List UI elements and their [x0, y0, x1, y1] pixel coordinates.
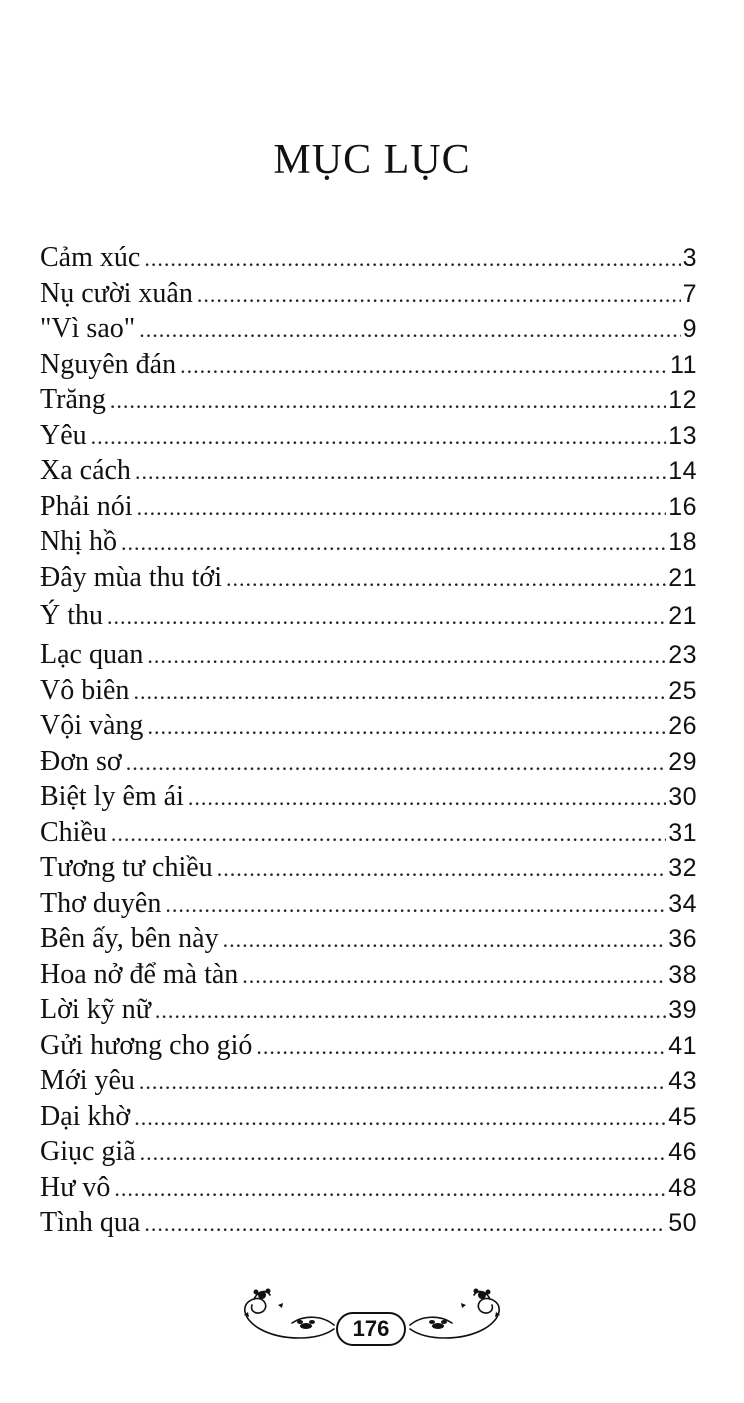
toc-entry[interactable]	[40, 1134, 697, 1170]
toc-entry-page: 38	[668, 960, 697, 989]
toc-entry[interactable]	[40, 886, 697, 922]
toc-entry-page: 23	[668, 641, 697, 669]
dot-leader	[188, 780, 666, 816]
toc-entry[interactable]	[40, 1099, 697, 1135]
toc-entry-page: 21	[668, 602, 697, 630]
toc-entry[interactable]	[40, 524, 697, 560]
toc-entry[interactable]	[40, 240, 697, 276]
dot-leader	[256, 1029, 666, 1065]
toc-entry-title: Xa cách	[40, 455, 131, 486]
dot-leader	[111, 816, 666, 852]
toc-entry[interactable]	[40, 595, 697, 637]
dot-leader	[126, 745, 666, 781]
dot-leader	[223, 922, 667, 958]
toc-entry-title: Hoa nở để mà tàn	[40, 958, 239, 990]
dot-leader	[144, 241, 680, 277]
toc-entry-title: Mới yêu	[40, 1065, 135, 1096]
toc-entry-title: Đơn sơ	[40, 745, 122, 777]
toc-entry-page: 30	[668, 783, 697, 811]
toc-entry-title: Tương tư chiều	[40, 852, 213, 883]
toc-entry-title: Nguyên đán	[40, 348, 177, 380]
toc-entry[interactable]	[40, 1205, 697, 1241]
toc-entry-page: 14	[668, 457, 697, 485]
toc-entry[interactable]	[40, 779, 697, 815]
dot-leader	[91, 419, 667, 455]
dot-leader	[242, 958, 666, 994]
table-of-contents	[40, 240, 697, 1241]
toc-entry-page: 48	[668, 1173, 697, 1202]
toc-entry-title: Nụ cười xuân	[40, 277, 193, 309]
toc-entry-page: 41	[668, 1031, 697, 1060]
toc-entry-title: Bên ấy, bên này	[40, 923, 219, 954]
dot-leader	[135, 454, 666, 490]
toc-entry-title: Vô biên	[40, 674, 130, 706]
toc-entry-page: 18	[668, 528, 697, 556]
toc-entry[interactable]	[40, 921, 697, 957]
toc-entry-title: "Vì sao"	[40, 313, 136, 344]
dot-leader	[114, 1171, 666, 1207]
toc-entry[interactable]	[40, 1170, 697, 1206]
toc-entry-title: Cảm xúc	[40, 242, 141, 273]
toc-entry-title: Lời kỹ nữ	[40, 994, 151, 1025]
toc-entry-title: Yêu	[40, 419, 87, 451]
page-title: MỤC LỤC	[273, 137, 471, 183]
toc-entry-title: Biệt ly êm ái	[40, 781, 184, 812]
toc-entry-page: 34	[668, 889, 697, 918]
toc-entry[interactable]	[40, 1028, 697, 1064]
toc-entry-title: Gửi hương cho gió	[40, 1029, 253, 1061]
dot-leader	[110, 383, 666, 419]
toc-entry[interactable]	[40, 744, 697, 780]
toc-entry-title: Vội vàng	[40, 710, 144, 741]
dot-leader	[147, 638, 666, 674]
toc-entry-page: 29	[668, 747, 697, 776]
toc-entry-page: 16	[668, 492, 697, 521]
toc-entry-title: Lạc quan	[40, 639, 144, 670]
toc-entry[interactable]	[40, 347, 697, 383]
dot-leader	[137, 490, 667, 526]
toc-entry-page: 21	[668, 563, 697, 592]
dot-leader	[144, 1206, 666, 1242]
toc-entry-title: Chiều	[40, 816, 107, 848]
toc-entry-page: 31	[668, 818, 697, 847]
toc-entry-page: 46	[668, 1138, 697, 1166]
toc-entry[interactable]	[40, 957, 697, 993]
toc-entry-page: 39	[668, 996, 697, 1024]
toc-entry-title: Nhị hồ	[40, 526, 117, 557]
dot-leader	[139, 1064, 666, 1100]
toc-entry-page: 45	[668, 1102, 697, 1131]
toc-entry-title: Ý thu	[40, 600, 103, 631]
dot-leader	[155, 993, 666, 1029]
toc-entry[interactable]	[40, 815, 697, 851]
dot-leader	[121, 525, 666, 561]
toc-entry-page: 3	[682, 244, 697, 272]
toc-entry-page: 7	[682, 279, 697, 308]
page-number: 176	[336, 1312, 406, 1346]
toc-entry[interactable]	[40, 382, 697, 418]
toc-entry[interactable]	[40, 992, 697, 1028]
toc-entry[interactable]	[40, 708, 697, 744]
dot-leader	[165, 887, 666, 923]
dot-leader	[107, 596, 666, 638]
toc-entry[interactable]	[40, 637, 697, 673]
toc-entry-title: Thơ duyên	[40, 887, 162, 919]
toc-entry-page: 12	[668, 386, 697, 414]
toc-entry-title: Hư vô	[40, 1171, 111, 1203]
toc-entry-page: 9	[682, 315, 697, 343]
toc-entry-page: 36	[668, 925, 697, 953]
dot-leader	[133, 674, 666, 710]
toc-entry-page: 25	[668, 676, 697, 705]
toc-entry-page: 32	[668, 854, 697, 882]
toc-entry[interactable]	[40, 276, 697, 312]
dot-leader	[217, 851, 667, 887]
toc-entry[interactable]	[40, 489, 697, 525]
toc-entry-title: Giục giã	[40, 1136, 136, 1167]
toc-entry-title: Phải nói	[40, 490, 133, 522]
toc-entry-page: 50	[668, 1209, 697, 1237]
dot-leader	[147, 709, 666, 745]
toc-entry-page: 26	[668, 712, 697, 740]
toc-entry-title: Tình qua	[40, 1207, 141, 1238]
dot-leader	[180, 348, 668, 384]
dot-leader	[197, 277, 681, 313]
toc-entry[interactable]	[40, 453, 697, 489]
toc-entry[interactable]	[40, 673, 697, 709]
toc-entry[interactable]	[40, 418, 697, 454]
toc-entry-title: Trăng	[40, 384, 106, 415]
toc-entry-page: 13	[668, 421, 697, 450]
dot-leader	[140, 1135, 667, 1171]
dot-leader	[139, 312, 680, 348]
toc-entry[interactable]	[40, 311, 697, 347]
toc-entry-title: Đây mùa thu tới	[40, 561, 222, 593]
toc-entry-page: 43	[668, 1067, 697, 1095]
dot-leader	[134, 1100, 666, 1136]
toc-entry[interactable]	[40, 1063, 697, 1099]
toc-entry[interactable]	[40, 560, 697, 596]
toc-entry-page: 11	[670, 350, 697, 379]
toc-entry[interactable]	[40, 850, 697, 886]
dot-leader	[226, 561, 666, 597]
toc-entry-title: Dại khờ	[40, 1100, 131, 1132]
